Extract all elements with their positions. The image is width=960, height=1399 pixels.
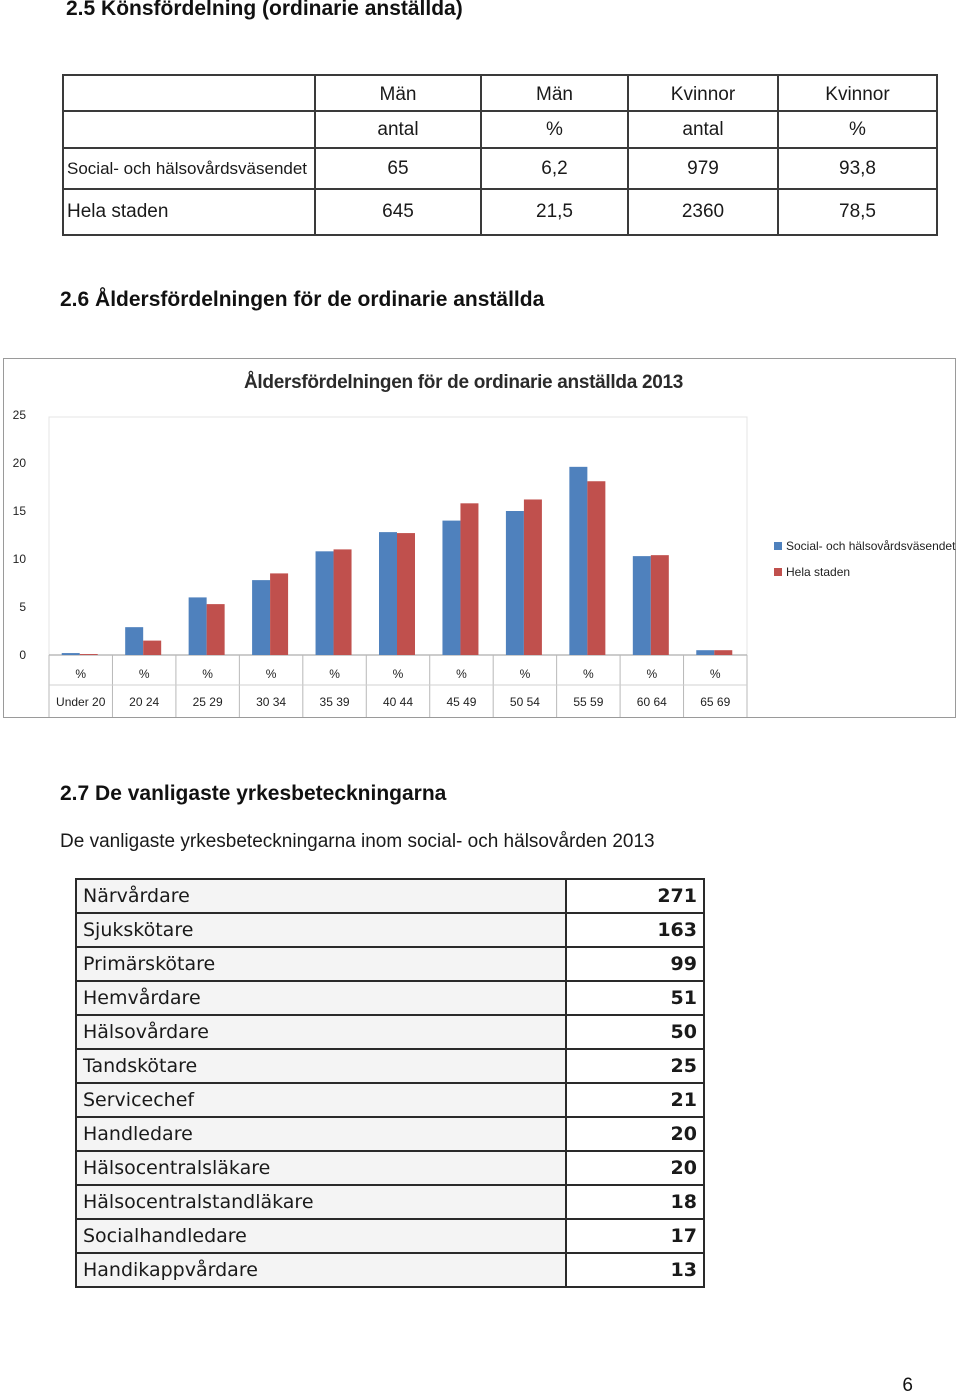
category-unit-label: % xyxy=(265,667,277,681)
category-label: Under 20 xyxy=(56,695,106,709)
occupation-name: Närvårdare xyxy=(76,879,566,913)
category-unit-label: % xyxy=(329,667,340,681)
bar-city xyxy=(524,499,542,655)
occupation-count: 50 xyxy=(566,1015,704,1049)
table-row xyxy=(76,1253,704,1287)
table-cell: 645 xyxy=(315,189,481,235)
table-header-cell: Män xyxy=(481,75,628,111)
table-row xyxy=(76,1015,704,1049)
table-row xyxy=(76,947,704,981)
bar-social xyxy=(252,580,270,655)
category-unit-label: % xyxy=(646,667,658,681)
legend-item-social xyxy=(774,539,955,553)
section-26-heading: 2.6 Åldersfördelningen för de ordinarie anställda xyxy=(60,288,545,311)
category-label: 20 24 xyxy=(129,695,160,709)
occupation-name: Hälsovårdare xyxy=(76,1015,566,1049)
occupation-count: 271 xyxy=(566,879,704,913)
table-header-cell: Män xyxy=(315,75,481,111)
table-header-cell: % xyxy=(778,111,937,148)
occupation-count: 18 xyxy=(566,1185,704,1219)
y-tick-label: 5 xyxy=(19,600,26,614)
occupation-count: 13 xyxy=(566,1253,704,1287)
category-unit-label: % xyxy=(202,667,213,681)
occupation-name: Hemvårdare xyxy=(76,981,566,1015)
table-cell: 979 xyxy=(628,148,778,189)
category-unit-label: % xyxy=(75,667,87,681)
bar-city xyxy=(460,503,478,655)
y-tick-label: 0 xyxy=(19,648,26,662)
occupation-name: Hälsocentralstandläkare xyxy=(76,1185,566,1219)
table-row xyxy=(76,879,704,913)
category-label: 65 69 xyxy=(700,695,731,709)
bar-city xyxy=(207,604,225,655)
table-cell: 2360 xyxy=(628,189,778,235)
table-corner-cell xyxy=(63,75,315,111)
age-distribution-chart xyxy=(3,358,956,718)
occupation-name: Handikappvårdare xyxy=(76,1253,566,1287)
legend-label: Social- och hälsovårdsväsendet xyxy=(786,539,956,553)
legend-label: Hela staden xyxy=(786,565,851,579)
category-unit-label: % xyxy=(138,667,150,681)
occupation-count: 20 xyxy=(566,1117,704,1151)
bar-city xyxy=(334,549,352,655)
y-tick-label: 15 xyxy=(12,504,26,518)
table-subheader-row xyxy=(63,111,937,148)
category-label: 45 49 xyxy=(446,695,477,709)
table-row xyxy=(76,1219,704,1253)
table-row xyxy=(76,1049,704,1083)
table-row xyxy=(63,189,937,235)
table-row xyxy=(76,1151,704,1185)
occupation-name: Servicechef xyxy=(76,1083,566,1117)
section-27-subtitle: De vanligaste yrkesbeteckningarna inom social- och hälsovården 2013 xyxy=(60,831,655,852)
table-header-cell: antal xyxy=(628,111,778,148)
occupation-count: 17 xyxy=(566,1219,704,1253)
bar-social xyxy=(62,653,80,655)
bar-city xyxy=(651,555,669,655)
category-unit-label: % xyxy=(583,667,594,681)
occupation-name: Handledare xyxy=(76,1117,566,1151)
table-cell: 6,2 xyxy=(481,148,628,189)
y-tick-label: 10 xyxy=(12,552,26,566)
table-header-cell: antal xyxy=(315,111,481,148)
category-label: 50 54 xyxy=(509,695,540,709)
table-row-label: Hela staden xyxy=(63,189,315,235)
section-25-heading: 2.5 Könsfördelning (ordinarie anställda) xyxy=(66,0,463,20)
bar-social xyxy=(125,627,143,655)
occupation-count: 20 xyxy=(566,1151,704,1185)
section-27-heading: 2.7 De vanligaste yrkesbeteckningarna xyxy=(60,782,447,805)
table-row xyxy=(76,981,704,1015)
table-cell: 65 xyxy=(315,148,481,189)
table-cell: 93,8 xyxy=(778,148,937,189)
legend-swatch-blue xyxy=(774,542,782,550)
bar-city xyxy=(397,533,415,655)
bar-social xyxy=(442,521,460,655)
table-row-label: Social- och hälsovårdsväsendet xyxy=(63,148,315,189)
table-row xyxy=(76,1185,704,1219)
occupation-count: 99 xyxy=(566,947,704,981)
occupation-name: Hälsocentralsläkare xyxy=(76,1151,566,1185)
table-cell: 21,5 xyxy=(481,189,628,235)
bar-social xyxy=(569,467,587,655)
bar-city xyxy=(714,650,732,655)
y-tick-label: 25 xyxy=(12,408,26,422)
category-label: 40 44 xyxy=(382,695,414,709)
table-corner-cell xyxy=(63,111,315,148)
page-number: 6 xyxy=(902,1375,913,1396)
bar-city xyxy=(143,641,161,655)
occupation-count: 21 xyxy=(566,1083,704,1117)
occupation-name: Sjukskötare xyxy=(76,913,566,947)
table-row xyxy=(76,913,704,947)
category-label: 35 39 xyxy=(319,695,350,709)
table-row xyxy=(76,1117,704,1151)
table-row xyxy=(63,148,937,189)
table-header-cell: % xyxy=(481,111,628,148)
table-header-row xyxy=(63,75,937,111)
category-unit-label: % xyxy=(519,667,531,681)
bar-social xyxy=(696,650,714,655)
category-unit-label: % xyxy=(456,667,467,681)
table-row xyxy=(76,1083,704,1117)
bar-social xyxy=(316,551,334,655)
category-label: 60 64 xyxy=(636,695,667,709)
bar-city xyxy=(587,481,605,655)
category-label: 25 29 xyxy=(192,695,223,709)
category-label: 55 59 xyxy=(573,695,604,709)
category-label: 30 34 xyxy=(256,695,287,709)
occupation-name: Socialhandledare xyxy=(76,1219,566,1253)
occupation-name: Tandskötare xyxy=(76,1049,566,1083)
y-tick-label: 20 xyxy=(12,456,26,470)
table-cell: 78,5 xyxy=(778,189,937,235)
table-header-cell: Kvinnor xyxy=(778,75,937,111)
bar-social xyxy=(379,532,397,655)
chart-title: Åldersfördelningen för de ordinarie anställda 2013 xyxy=(244,372,684,393)
gender-distribution-table xyxy=(62,74,938,236)
bar-social xyxy=(633,556,651,655)
bar-city xyxy=(80,654,98,655)
table-header-cell: Kvinnor xyxy=(628,75,778,111)
bar-social xyxy=(189,597,207,655)
occupation-count: 163 xyxy=(566,913,704,947)
occupation-table xyxy=(75,878,705,1288)
category-unit-label: % xyxy=(392,667,404,681)
bar-city xyxy=(270,573,288,655)
category-unit-label: % xyxy=(709,667,721,681)
legend-item-city xyxy=(774,565,850,579)
occupation-name: Primärskötare xyxy=(76,947,566,981)
legend-swatch-red xyxy=(774,568,782,576)
bar-social xyxy=(506,511,524,655)
occupation-count: 51 xyxy=(566,981,704,1015)
occupation-count: 25 xyxy=(566,1049,704,1083)
